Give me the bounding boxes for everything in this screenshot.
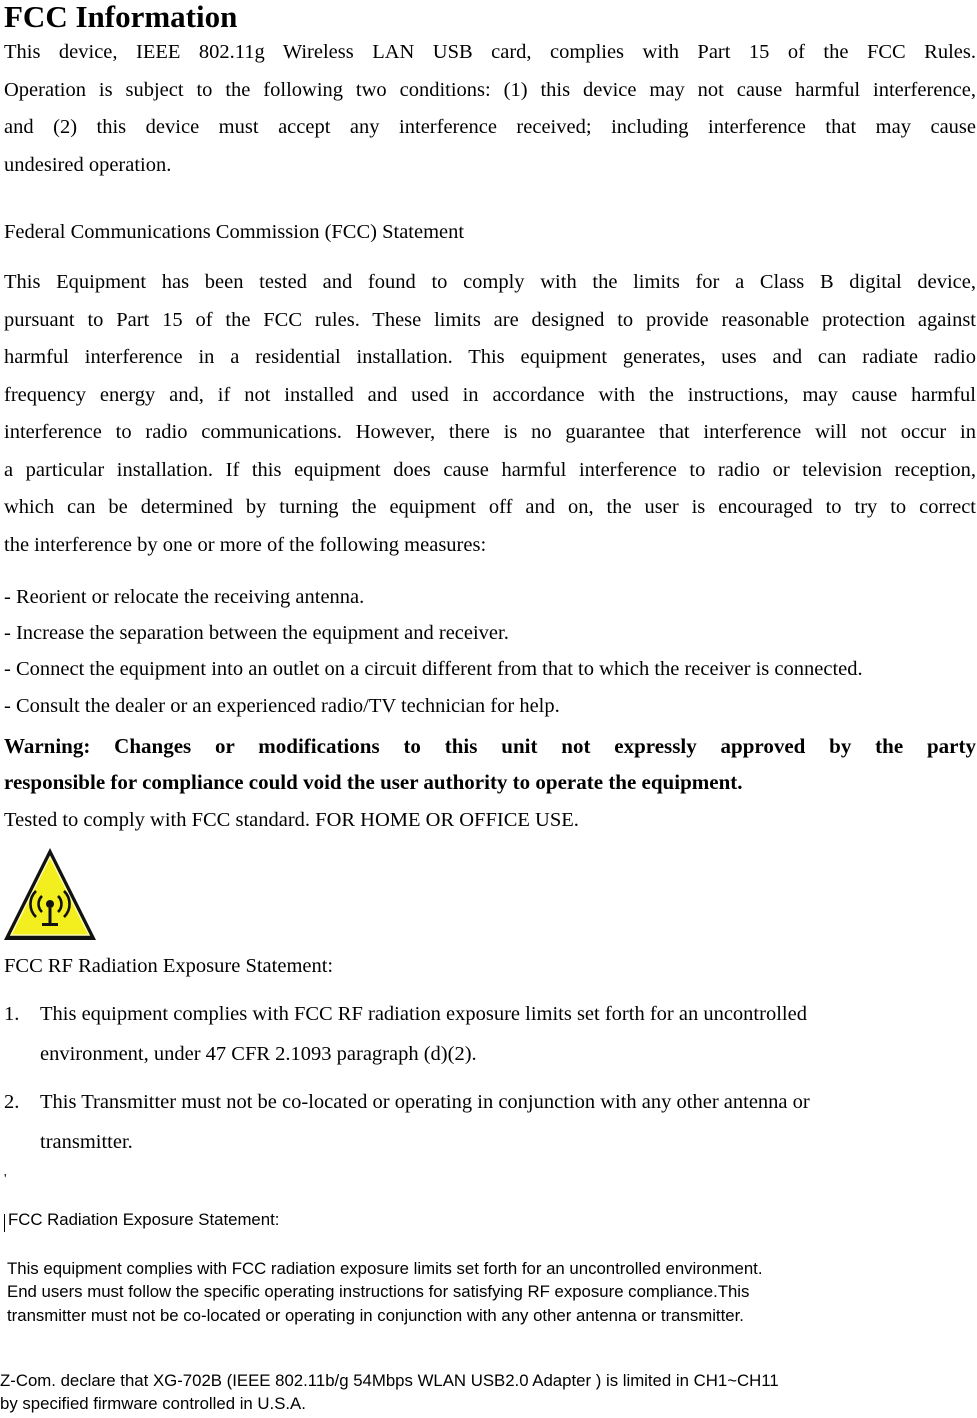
rf-item-line: This equipment complies with FCC RF radiation exposure limits set forth for an uncontrolled bbox=[40, 1003, 807, 1025]
intro-line: undesired operation. bbox=[4, 153, 172, 176]
rf-item-number: 2. bbox=[4, 1091, 20, 1113]
rf-item-line: environment, under 47 CFR 2.1093 paragraph (d)(2). bbox=[40, 1043, 477, 1065]
rf-item-number: 1. bbox=[4, 1003, 20, 1025]
statement-line: This Equipment has been tested and found to comply with the limits for a Class B digital device, bbox=[4, 271, 976, 293]
declaration-line: by specified firmware controlled in U.S.A. bbox=[0, 1394, 306, 1413]
cursor-mark bbox=[4, 1214, 5, 1232]
rf-item-line: This Transmitter must not be co-located or operating in conjunction with any other antenna or bbox=[40, 1091, 810, 1113]
sans-body-line: This equipment complies with FCC radiation exposure limits set forth for an uncontrolled environment. bbox=[7, 1259, 763, 1278]
measure-item: - Increase the separation between the equipment and receiver. bbox=[4, 622, 509, 644]
fcc-statement-paragraph bbox=[4, 264, 976, 564]
intro-paragraph bbox=[4, 34, 976, 184]
stray-mark: ' bbox=[4, 1172, 7, 1187]
measure-item: - Consult the dealer or an experienced radio/TV technician for help. bbox=[4, 695, 560, 717]
fcc-statement-heading: Federal Communications Commission (FCC) Statement bbox=[4, 221, 465, 243]
radiation-warning-triangle-icon bbox=[2, 846, 98, 942]
sans-body-line: transmitter must not be co-located or operating in conjunction with any other antenna or transmitter. bbox=[7, 1306, 744, 1325]
warning-line: responsible for compliance could void the user authority to operate the equipment. bbox=[4, 770, 743, 794]
statement-line: pursuant to Part 15 of the FCC rules. These limits are designed to provide reasonable protection against bbox=[4, 308, 976, 331]
intro-line: and (2) this device must accept any interference received; including interference that may cause bbox=[4, 116, 976, 138]
warning-line: Warning: Changes or modifications to this unit not expressly approved by the party bbox=[4, 734, 976, 758]
measure-item: - Connect the equipment into an outlet on a circuit different from that to which the receiver is connected. bbox=[4, 658, 863, 680]
statement-line: a particular installation. If this equipment does cause harmful interference to radio or television reception, bbox=[4, 458, 976, 481]
statement-line: the interference by one or more of the following measures: bbox=[4, 533, 487, 556]
sans-heading: FCC Radiation Exposure Statement: bbox=[8, 1210, 280, 1229]
statement-line: interference to radio communications. However, there is no guarantee that interference will not occur in bbox=[4, 421, 976, 443]
statement-line: harmful interference in a residential installation. This equipment generates, uses and can radiate radio bbox=[4, 346, 976, 368]
statement-line: frequency energy and, if not installed and used in accordance with the instructions, may cause harmful bbox=[4, 383, 976, 406]
warning-paragraph bbox=[4, 728, 976, 800]
statement-line: which can be determined by turning the equipment off and on, the user is encouraged to try to correct bbox=[4, 496, 976, 518]
rf-item-line: transmitter. bbox=[40, 1131, 133, 1153]
sans-body-line: End users must follow the specific operating instructions for satisfying RF exposure compliance.This bbox=[7, 1282, 750, 1301]
page-title: FCC Information bbox=[4, 0, 238, 34]
intro-line: This device, IEEE 802.11g Wireless LAN USB card, complies with Part 15 of the FCC Rules. bbox=[4, 41, 976, 63]
rf-exposure-heading: FCC RF Radiation Exposure Statement: bbox=[4, 955, 334, 977]
measure-item: - Reorient or relocate the receiving antenna. bbox=[4, 586, 365, 608]
declaration-line: Z-Com. declare that XG-702B (IEEE 802.11b/g 54Mbps WLAN USB2.0 Adapter ) is limited in CH1~CH11 bbox=[0, 1371, 779, 1390]
intro-line: Operation is subject to the following two conditions: (1) this device may not cause harmful interference, bbox=[4, 78, 976, 101]
tested-note: Tested to comply with FCC standard. FOR HOME OR OFFICE USE. bbox=[4, 809, 579, 831]
